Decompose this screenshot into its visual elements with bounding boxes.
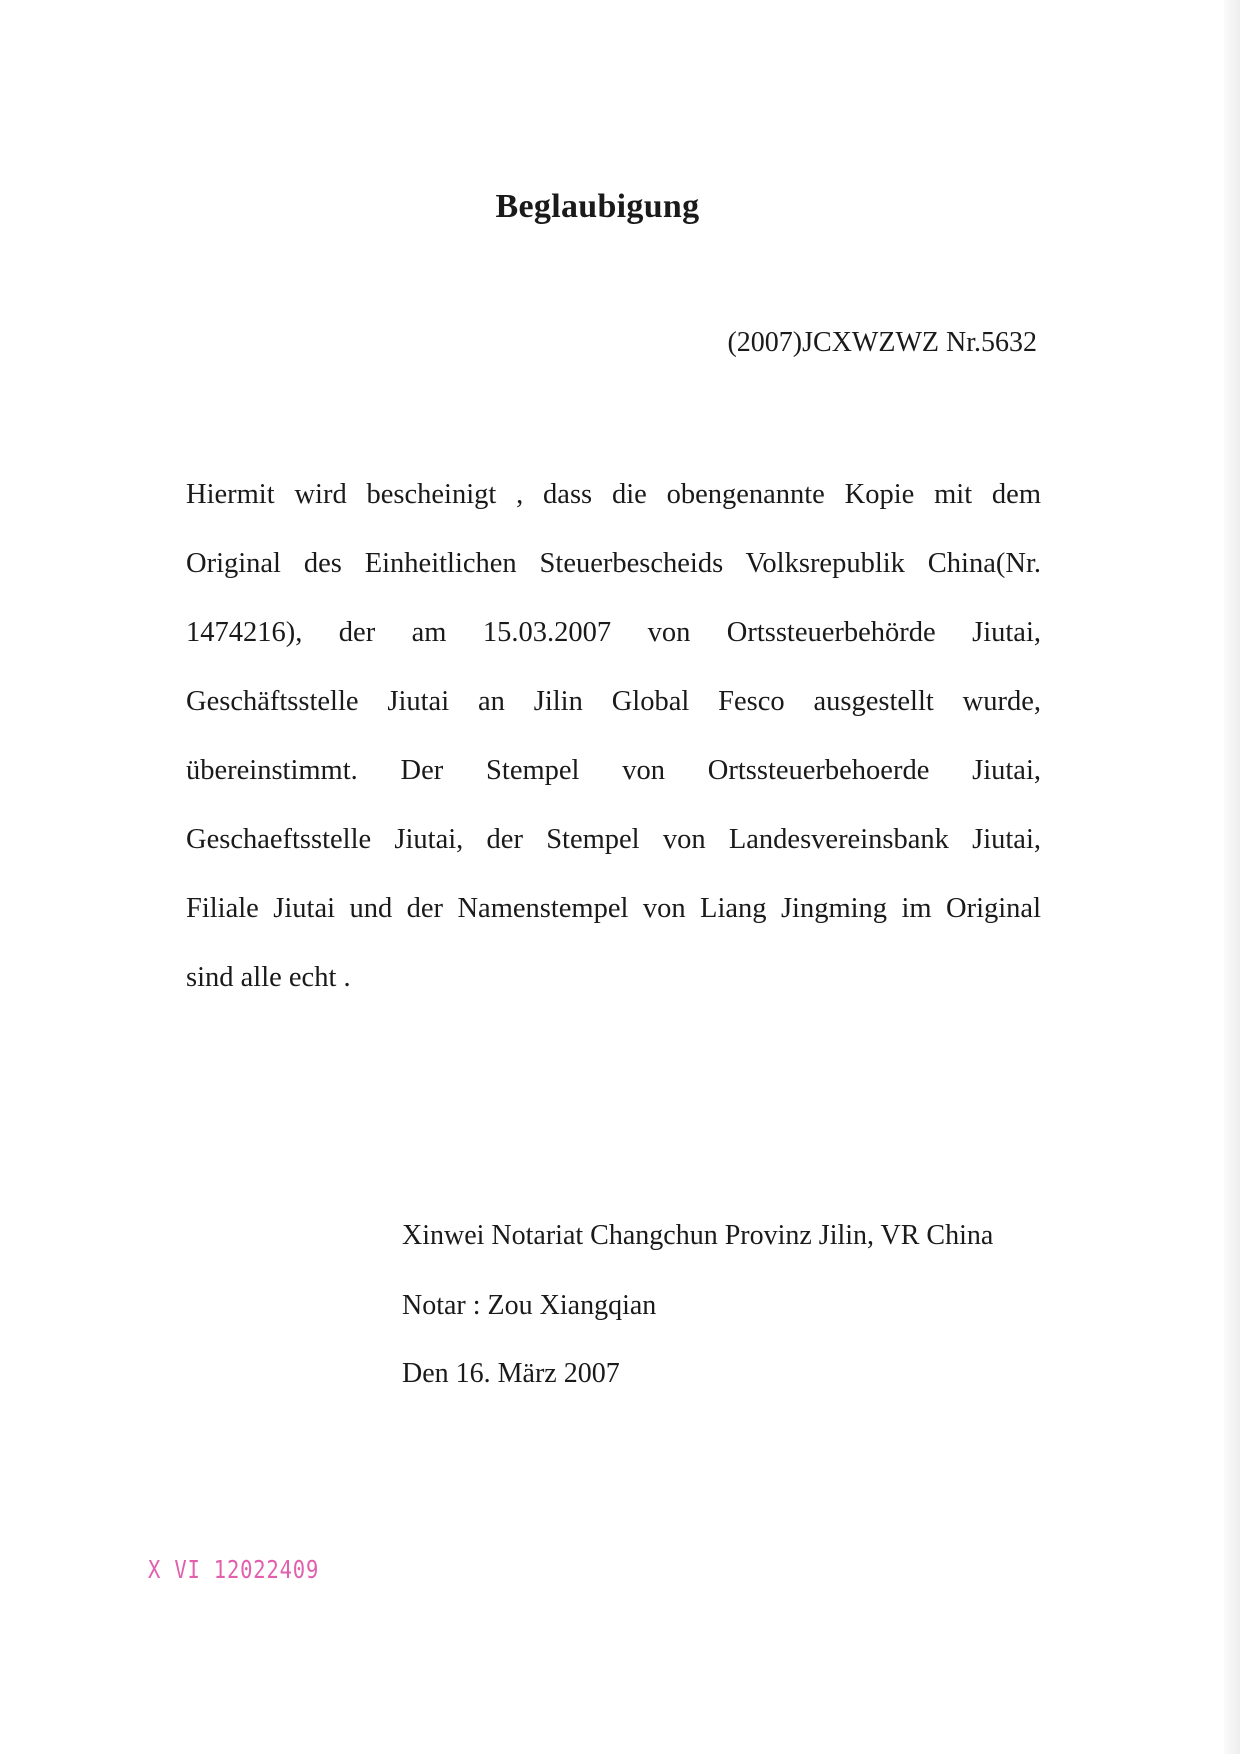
body-line: Hiermit wird bescheinigt , dass die obengenannte Kopie mit dem — [186, 479, 1041, 510]
body-line: 1474216), der am 15.03.2007 von Ortssteuerbehörde Jiutai, — [186, 617, 1041, 648]
notary-office: Xinwei Notariat Changchun Provinz Jilin, VR China — [402, 1220, 994, 1251]
document-title: Beglaubigung — [495, 188, 700, 225]
body-line: Original des Einheitlichen Steuerbescheids Volksrepublik China(Nr. — [186, 548, 1041, 579]
notary-name: Notar : Zou Xiangqian — [402, 1290, 657, 1321]
body-line: sind alle echt . — [186, 962, 351, 993]
body-line: Filiale Jiutai und der Namenstempel von Liang Jingming im Original — [186, 893, 1041, 924]
signature-date: Den 16. März 2007 — [402, 1358, 620, 1389]
reference-number: (2007)JCXWZWZ Nr.5632 — [727, 327, 1037, 358]
certification-text — [186, 460, 1041, 1012]
stamp-serial-number: X VI 12022409 — [148, 1555, 320, 1584]
page-edge-shadow — [1224, 0, 1240, 1754]
body-line: Geschaeftsstelle Jiutai, der Stempel von Landesvereinsbank Jiutai, — [186, 824, 1041, 855]
body-line: übereinstimmt. Der Stempel von Ortssteuerbehoerde Jiutai, — [186, 755, 1041, 786]
body-line: Geschäftsstelle Jiutai an Jilin Global Fesco ausgestellt wurde, — [186, 686, 1041, 717]
